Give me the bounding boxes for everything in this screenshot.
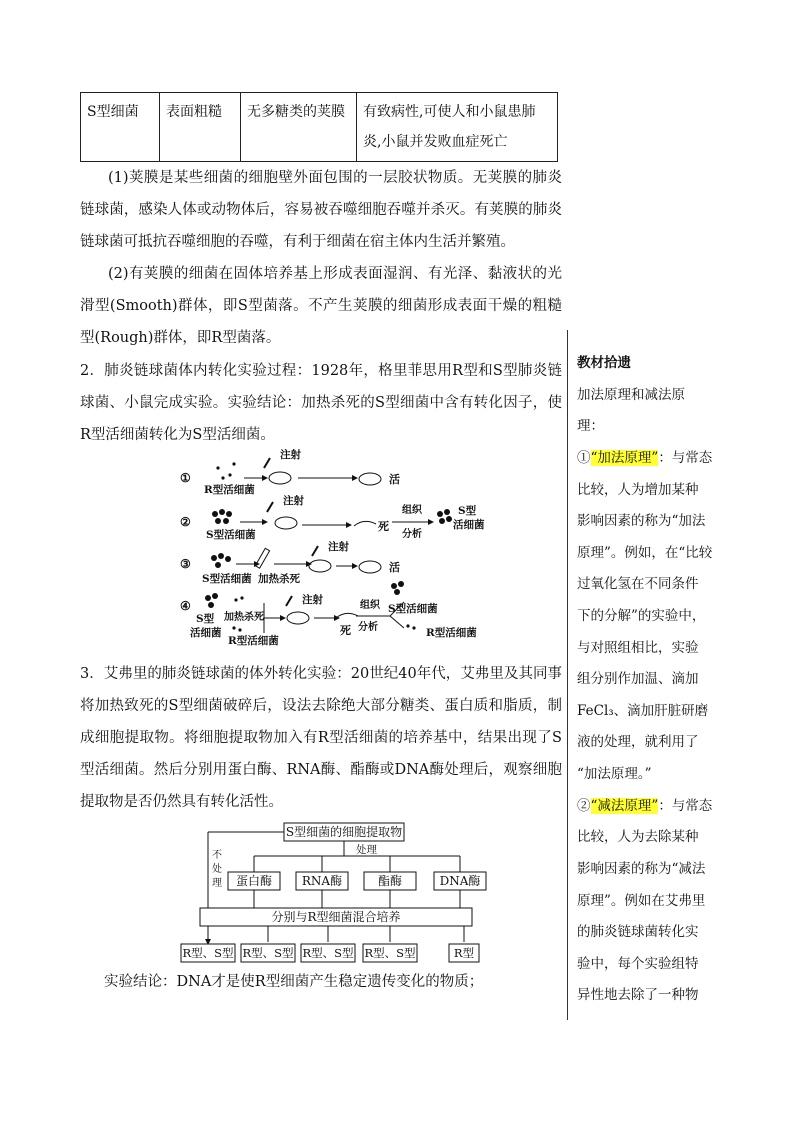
mix-culture-label: 分别与R型细菌混合培养 bbox=[271, 910, 401, 924]
r-live-label: R型活细菌 bbox=[204, 484, 255, 496]
sidebar-text: 验中，每个实验组特 bbox=[577, 956, 699, 972]
enzyme-label: 酯酶 bbox=[377, 874, 403, 888]
dead-label: 死 bbox=[378, 520, 389, 533]
row-number: ② bbox=[180, 515, 191, 529]
tissue-label: 组织 bbox=[402, 505, 422, 516]
sidebar-text: 组分别作加温、滴加 bbox=[577, 671, 699, 687]
analysis-label: 分析 bbox=[402, 529, 422, 540]
s-result-label: S型 bbox=[458, 505, 477, 517]
syringe-icon bbox=[264, 458, 270, 468]
sidebar-text: “加法原理。” bbox=[577, 766, 652, 782]
sidebar-text: 比较，人为增加某种 bbox=[577, 482, 699, 498]
s-live-output-label: S型活细菌 bbox=[388, 603, 438, 615]
sidebar-text: 原理”。例如在艾弗里 bbox=[577, 893, 706, 909]
sidebar-addition-heading bbox=[577, 443, 727, 475]
no-process-label: 不 bbox=[212, 850, 222, 861]
extract-box-label: S型细菌的细胞提取物 bbox=[285, 825, 403, 839]
paragraph-capsule: (1)荚膜是某些细菌的细胞壁外面包围的一层胶状物质。无荚膜的肺炎链球菌，感染人体或动物体后，容易被吞噬细胞吞噬并杀灭。有荚膜的肺炎链球菌可抵抗吞噬细胞的吞噬，有利于细菌在宿主体内生活并繁殖。 bbox=[80, 170, 562, 250]
tissue-label: 组织 bbox=[360, 600, 380, 611]
result-label: R型、S型 bbox=[364, 946, 416, 960]
sidebar-text: 影响因素的称为“加法 bbox=[577, 513, 706, 529]
enzyme-label: 蛋白酶 bbox=[235, 874, 273, 888]
heat-kill-label: 加热杀死 bbox=[224, 612, 264, 623]
table-cell: 无多糖类的荚膜 bbox=[241, 93, 357, 162]
mouse-icon bbox=[269, 472, 291, 484]
result-label: R型 bbox=[453, 946, 475, 960]
sidebar-text: 加法原理和减法原 bbox=[577, 387, 685, 403]
row-number: ④ bbox=[180, 599, 191, 613]
circled-number: ② bbox=[577, 798, 591, 814]
mouse-icon bbox=[359, 561, 381, 573]
live-bacteria-label: 活细菌 bbox=[190, 627, 222, 639]
row-number: ① bbox=[180, 471, 191, 485]
enzyme-label: RNA酶 bbox=[301, 874, 343, 888]
table-cell: 表面粗糙 bbox=[160, 93, 241, 162]
paragraph-griffith: 2．肺炎链球菌体内转化实验过程：1928年，格里菲思用R型和S型肺炎链球菌、小鼠完成实验。实验结论：加热杀死的S型细菌中含有转化因子，使R型活细菌转化为S型活细菌。 bbox=[80, 363, 562, 443]
sidebar-text: 理： bbox=[577, 418, 604, 434]
sidebar-divider bbox=[567, 330, 568, 1020]
mouse-icon bbox=[275, 517, 297, 529]
sidebar-text: 的肺炎链球菌转化实 bbox=[577, 924, 699, 940]
sidebar-text: 异性地去除了一种物 bbox=[577, 987, 699, 1003]
table-row bbox=[81, 93, 558, 162]
inject-label: 注射 bbox=[328, 541, 349, 553]
sidebar-text: 影响因素的称为“减法 bbox=[577, 861, 706, 877]
sidebar-text: ：与常态 bbox=[658, 798, 713, 814]
mouse-icon bbox=[359, 473, 381, 485]
syringe-icon bbox=[267, 502, 273, 512]
sidebar-text: 比较，人为去除某种 bbox=[577, 829, 699, 845]
analysis-label: 分析 bbox=[358, 622, 378, 633]
result-label: R型、S型 bbox=[302, 946, 354, 960]
alive-label: 活 bbox=[389, 561, 400, 574]
heat-kill-label: 加热杀死 bbox=[258, 573, 300, 585]
sidebar-subtraction-heading bbox=[577, 791, 727, 823]
r-live-output-label: R型活细菌 bbox=[426, 627, 477, 639]
paragraph-avery: 3．艾弗里的肺炎链球菌的体外转化实验：20世纪40年代，艾弗里及其同事将加热致死的S型细菌破碎后，设法去除绝大部分糖类、蛋白质和脂质，制成细胞提取物。将细胞提取物加入有R型活细菌的培养基中，结果出现了S型活细菌。然后分别用蛋白酶、RNA酶、酯酶或DNA酶处理后，观察细胞提取物是否仍然具有转化活性。 bbox=[80, 666, 562, 810]
griffith-experiment-diagram bbox=[170, 448, 500, 646]
sidebar-text: FeCl₃、滴加肝脏研磨 bbox=[577, 703, 709, 719]
s-live-label: S型活细菌 bbox=[206, 529, 256, 541]
no-process-label: 理 bbox=[212, 878, 222, 889]
table-cell: S型细菌 bbox=[81, 93, 160, 162]
enzyme-label: DNA酶 bbox=[439, 874, 481, 888]
no-process-label: 处 bbox=[212, 864, 222, 875]
mouse-icon bbox=[309, 560, 331, 572]
circled-number: ① bbox=[577, 450, 591, 466]
sidebar-text: 下的分解”的实验中， bbox=[577, 608, 706, 624]
bacteria-table bbox=[80, 92, 558, 162]
s-type-label: S型 bbox=[196, 613, 215, 625]
inject-label: 注射 bbox=[302, 594, 323, 606]
paragraph-colony: (2)有荚膜的细菌在固体培养基上形成表面湿润、有光泽、黏液状的光滑型(Smooth)群体，即S型菌落。不产生荚膜的细菌形成表面干燥的粗糙型(Rough)群体，即R型菌落。 bbox=[80, 266, 562, 346]
syringe-icon bbox=[312, 546, 318, 556]
avery-flowchart bbox=[170, 818, 490, 968]
sidebar-text: 与对照组相比，实验 bbox=[577, 640, 699, 656]
sidebar-text: ：与常态 bbox=[658, 450, 713, 466]
inject-label: 注射 bbox=[280, 449, 301, 461]
sidebar-text: 过氧化氢在不同条件 bbox=[577, 576, 699, 592]
table-cell: 有致病性,可使人和小鼠患肺炎,小鼠并发败血症死亡 bbox=[357, 93, 558, 162]
s-result-label: 活细菌 bbox=[453, 519, 485, 531]
row-number: ③ bbox=[180, 557, 191, 571]
result-label: R型、S型 bbox=[242, 946, 294, 960]
inject-label: 注射 bbox=[283, 495, 304, 507]
r-live-label: R型活细菌 bbox=[228, 635, 279, 646]
result-label: R型、S型 bbox=[182, 946, 234, 960]
paragraph-conclusion: 实验结论：DNA才是使R型细菌产生稳定遗传变化的物质； bbox=[104, 974, 484, 990]
process-label: 处理 bbox=[356, 844, 377, 856]
alive-label: 活 bbox=[389, 473, 400, 486]
highlight-addition: “加法原理” bbox=[590, 450, 659, 466]
sidebar-title: 教材拾遗 bbox=[577, 355, 631, 371]
s-live-label: S型活细菌 bbox=[202, 573, 252, 585]
mouse-icon bbox=[287, 612, 309, 624]
dead-label: 死 bbox=[340, 624, 351, 637]
syringe-icon bbox=[286, 596, 292, 606]
dead-mouse-icon bbox=[336, 613, 358, 618]
highlight-subtraction: “减法原理” bbox=[590, 798, 659, 814]
dead-mouse-icon bbox=[354, 521, 376, 526]
sidebar-text: 液的处理，就利用了 bbox=[577, 734, 699, 750]
sidebar-text: 原理”。例如，在“比较 bbox=[577, 545, 713, 561]
